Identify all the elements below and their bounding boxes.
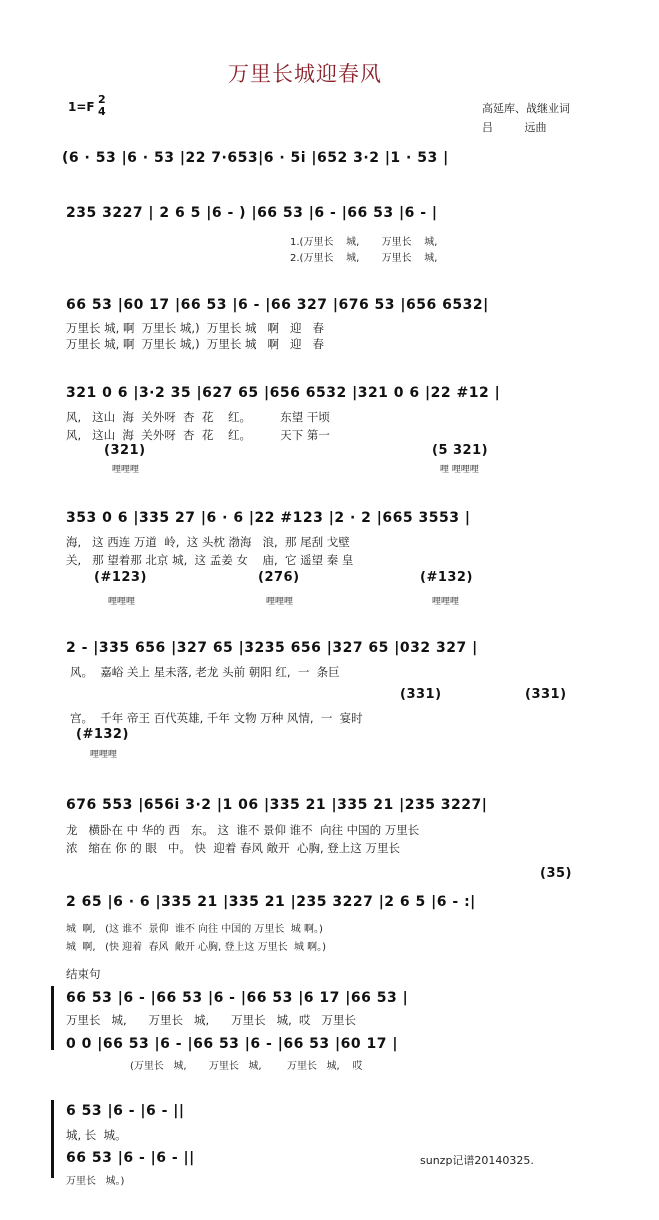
aux-notation: (#132) <box>420 570 473 585</box>
system-brace <box>51 1100 54 1178</box>
lyric-line: 万里长 城, 啊 万里长 城,) 万里长 城 啊 迎 春 <box>66 337 324 351</box>
aux-lyric: 哩哩哩 <box>90 750 118 760</box>
aux-lyric: 哩哩哩 <box>108 597 136 607</box>
lyric-line: 2.(万里长 城, 万里长 城, <box>290 253 438 264</box>
coda-upper-lyric: 万里长 城, 万里长 城, 万里长 城, 哎 万里长 <box>66 1013 357 1027</box>
lyric-line: 海, 这 西连 万道 岭, 这 头枕 渤海 浪, 那 尾刮 戈壁 <box>66 535 350 549</box>
ending-lower-notes: 66 53 |6 - |6 - || <box>66 1150 195 1166</box>
lyric-line: 关, 那 望着那 北京 城, 这 孟姜 女 庙, 它 遥望 秦 皇 <box>66 553 354 567</box>
lyric-line: 城 啊, (这 谁不 景仰 谁不 向往 中国的 万里长 城 啊。) <box>66 924 323 935</box>
notation-line: 353 0 6 |335 27 |6 · 6 |22 #123 |2 · 2 |665 3553 | <box>66 510 471 526</box>
transcriber-signature: sunzp记谱20140325. <box>420 1154 534 1167</box>
lyric-line: 龙 横卧在 中 华的 西 东。 这 谁不 景仰 谁不 向往 中国的 万里长 <box>66 823 420 837</box>
ending-upper-notes: 6 53 |6 - |6 - || <box>66 1103 185 1119</box>
coda-lower-notes: 0 0 |66 53 |6 - |66 53 |6 - |66 53 |60 17 | <box>66 1036 398 1052</box>
composer-credit: 吕 远曲 <box>482 121 547 134</box>
aux-notation: (276) <box>258 570 300 585</box>
notation-line: 235 3227 | 2 6 5 |6 - ) |66 53 |6 - |66 53 |6 - | <box>66 205 438 221</box>
aux-notation: (#123) <box>94 570 147 585</box>
song-title: 万里长城迎春风 <box>228 62 382 86</box>
lyric-line: 城 啊, (快 迎着 春风 敞开 心胸, 登上这 万里长 城 啊。) <box>66 942 327 953</box>
aux-notation: (321) <box>104 443 146 458</box>
aux-notation: (#132) <box>76 727 129 742</box>
time-signature-top: 2 <box>98 93 106 106</box>
aux-lyric: 哩哩哩 <box>432 597 460 607</box>
aux-lyric: 哩 哩哩哩 <box>440 465 479 475</box>
notation-line: (6 · 53 |6 · 53 |22 7·653|6 · 5i |652 3·2 |1 · 53 | <box>62 150 449 166</box>
lyricist-credit: 高延库、战继业词 <box>482 102 570 115</box>
aux-notation: (331) <box>525 687 567 702</box>
notation-line: 2 - |335 656 |327 65 |3235 656 |327 65 |032 327 | <box>66 640 478 656</box>
ending-lower-lyric: 万里长 城。) <box>66 1176 125 1187</box>
notation-line: 676 553 |656i 3·2 |1 06 |335 21 |335 21 |235 3227| <box>66 797 488 813</box>
notation-line: 321 0 6 |3·2 35 |627 65 |656 6532 |321 0 6 |22 #12 | <box>66 385 501 401</box>
aux-notation: (331) <box>400 687 442 702</box>
lyric-line: 风, 这山 海 关外呀 杏 花 红。 东望 干顷 <box>66 410 330 424</box>
key-signature: 1=F <box>68 100 95 114</box>
coda-upper-notes: 66 53 |6 - |66 53 |6 - |66 53 |6 17 |66 53 | <box>66 990 409 1006</box>
lyric-line: 1.(万里长 城, 万里长 城, <box>290 237 438 248</box>
time-signature-bottom: 4 <box>98 105 106 118</box>
lyric-line: 浓 缩在 你 的 眼 中。 快 迎着 春风 敞开 心胸, 登上这 万里长 <box>66 841 400 855</box>
aux-notation: (5 321) <box>432 443 489 458</box>
aux-lyric: 哩哩哩 <box>266 597 294 607</box>
lyric-line: 宫。 千年 帝王 百代英雄, 千年 文物 万种 风情, 一 宴时 <box>70 711 363 725</box>
coda-lower-lyric: (万里长 城, 万里长 城, 万里长 城, 哎 <box>130 1061 363 1072</box>
notation-line: 2 65 |6 · 6 |335 21 |335 21 |235 3227 |2 6 5 |6 - :| <box>66 894 476 910</box>
notation-line: 66 53 |60 17 |66 53 |6 - |66 327 |676 53 |656 6532| <box>66 297 489 313</box>
lyric-line: 万里长 城, 啊 万里长 城,) 万里长 城 啊 迎 春 <box>66 321 324 335</box>
lyric-line: 风, 这山 海 关外呀 杏 花 红。 天下 第一 <box>66 428 330 442</box>
aux-lyric: 哩哩哩 <box>112 465 140 475</box>
coda-label: 结束句 <box>66 967 101 981</box>
ending-upper-lyric: 城, 长 城。 <box>66 1128 127 1142</box>
system-brace <box>51 986 54 1050</box>
aux-notation: (35) <box>540 866 572 881</box>
lyric-line: 风。 嘉峪 关上 星未落, 老龙 头前 朝阳 红, 一 条巨 <box>70 665 340 679</box>
